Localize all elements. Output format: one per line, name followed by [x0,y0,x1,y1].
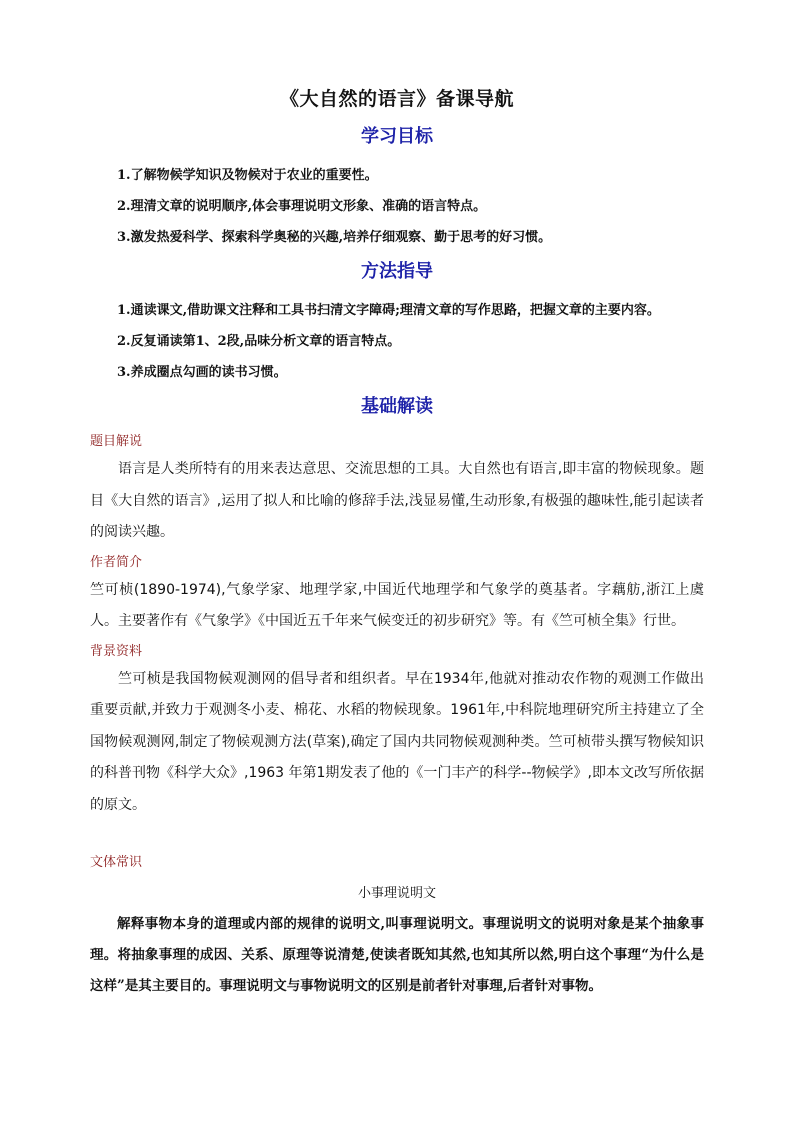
objective-item: 3.激发热爱科学、探索科学奥秘的兴趣,培养仔细观察、勤于思考的好习惯。 [117,230,552,245]
author-label: 作者简介 [90,554,143,570]
methods-heading: 方法指导 [361,261,433,282]
title-explain-label: 题目解说 [90,434,143,449]
objectives-list [90,160,704,253]
title-explain-text: 语言是人类所特有的用来表达意思、交流思想的工具。大自然也有语言,即丰富的物候现象。题目《大自然的语言》,运用了拟人和比喻的修辞手法,浅显易懂,生动形象,有极强的趣味性,能引起读者的阅读兴趣。 [90,461,704,540]
genre-label: 文体常识 [90,855,143,870]
basics-heading: 基础解读 [361,396,433,417]
genre-text: 解释事物本身的道理或内部的规律的说明文,叫事理说明文。事理说明文的说明对象是某个抽象事理。将抽象事理的成因、关系、原理等说清楚,使读者既知其然,也知其所以然,明白这个事理“为什么是这样”是其主要目的。事理说明文与事物说明文的区别是前者针对事理,后者针对事物。 [90,916,704,994]
methods-list [90,295,704,388]
method-item: 3.养成圈点勾画的读书习惯。 [117,365,287,380]
objective-item: 1.了解物候学知识及物候对于农业的重要性。 [117,168,378,183]
background-text: 竺可桢是我国物候观测网的倡导者和组织者。早在1934年,他就对推动农作物的观测工作做出重要贡献,并致力于观测冬小麦、棉花、水稻的物候现象。1961年,中科院地理研究所主持建立了全国物候观测网,制定了物候观测方法(草案),确定了国内共同物候观测种类。竺可桢带头撰写物候知识的科普刊物《科学大众》,1963 年第1期发表了他的《一门丰产的科学--物候学》,即本文改写所依据的原文。 [90,670,704,813]
objectives-heading: 学习目标 [361,126,433,147]
method-item: 1.通读课文,借助课文注释和工具书扫清文字障碍;理清文章的写作思路，把握文章的主要内容。 [117,303,660,318]
spacer [90,821,704,849]
genre-subtitle: 小事理说明文 [357,886,436,901]
method-item: 2.反复诵读第1、2段,品味分析文章的语言特点。 [117,334,401,349]
author-text: 竺可桢(1890-1974),气象学家、地理学家,中国近代地理学和气象学的奠基者。字藕舫,浙江上虞人。主要著作有《气象学》《中国近五千年来气候变迁的初步研究》等。有《竺可桢全集》行世。 [90,581,704,629]
document-title: 《大自然的语言》备课导航 [279,88,514,110]
background-label: 背景资料 [90,643,143,659]
objective-item: 2.理清文章的说明顺序,体会事理说明文形象、准确的语言特点。 [117,199,487,214]
